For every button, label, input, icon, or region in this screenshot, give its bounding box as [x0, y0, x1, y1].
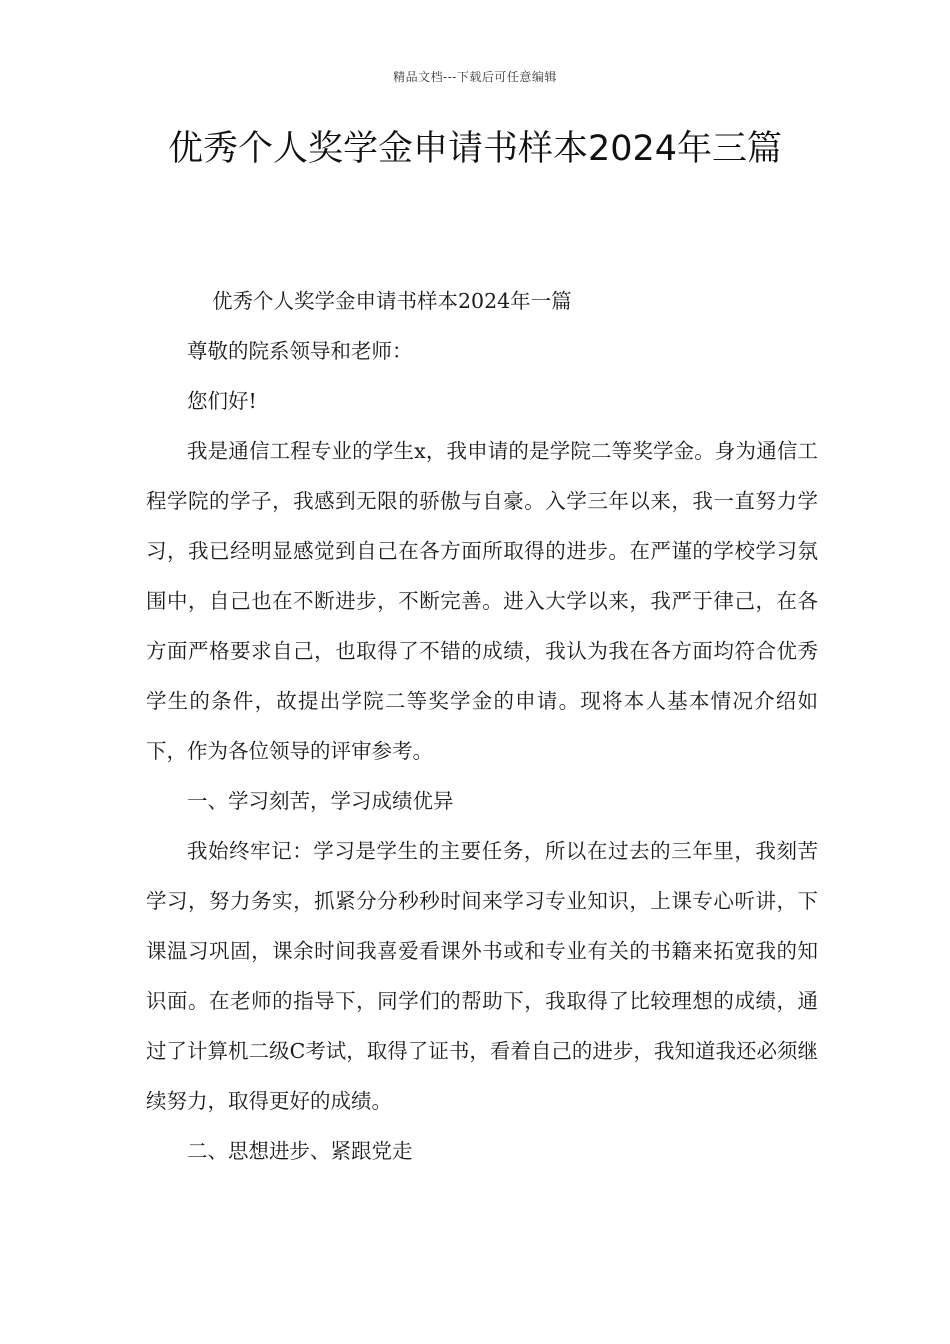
header-note: 精品文档---下载后可任意编辑: [393, 70, 557, 84]
greeting: 您们好!: [187, 389, 257, 413]
salutation: 尊敬的院系领导和老师：: [187, 339, 413, 363]
document-body: [146, 276, 818, 1176]
body-paragraph: 我始终牢记：学习是学生的主要任务，所以在过去的三年里，我刻苦学习，努力务实，抓紧分分秒秒时间来学习专业知识，上课专心听讲，下课温习巩固，课余时间我喜爱看课外书或和专业有关的书籍来拓宽我的知识面。在老师的指导下，同学们的帮助下，我取得了比较理想的成绩，通过了计算机二级C考试，取得了证书，看着自己的进步，我知道我还必须继续努力，取得更好的成绩。: [146, 839, 818, 1113]
section-heading: 二、思想进步、紧跟党走: [187, 1139, 413, 1163]
document-subtitle: 优秀个人奖学金申请书样本2024年一篇: [212, 289, 572, 313]
body-paragraph: 我是通信工程专业的学生x，我申请的是学院二等奖学金。身为通信工程学院的学子，我感到无限的骄傲与自豪。入学三年以来，我一直努力学习，我已经明显感觉到自己在各方面所取得的进步。在严谨的学校学习氛围中，自己也在不断进步，不断完善。进入大学以来，我严于律己，在各方面严格要求自己，也取得了不错的成绩，我认为我在各方面均符合优秀学生的条件，故提出学院二等奖学金的申请。现将本人基本情况介绍如下，作为各位领导的评审参考。: [146, 439, 818, 763]
document-title: 优秀个人奖学金申请书样本2024年三篇: [167, 129, 783, 169]
section-heading: 一、学习刻苦，学习成绩优异: [187, 789, 454, 813]
